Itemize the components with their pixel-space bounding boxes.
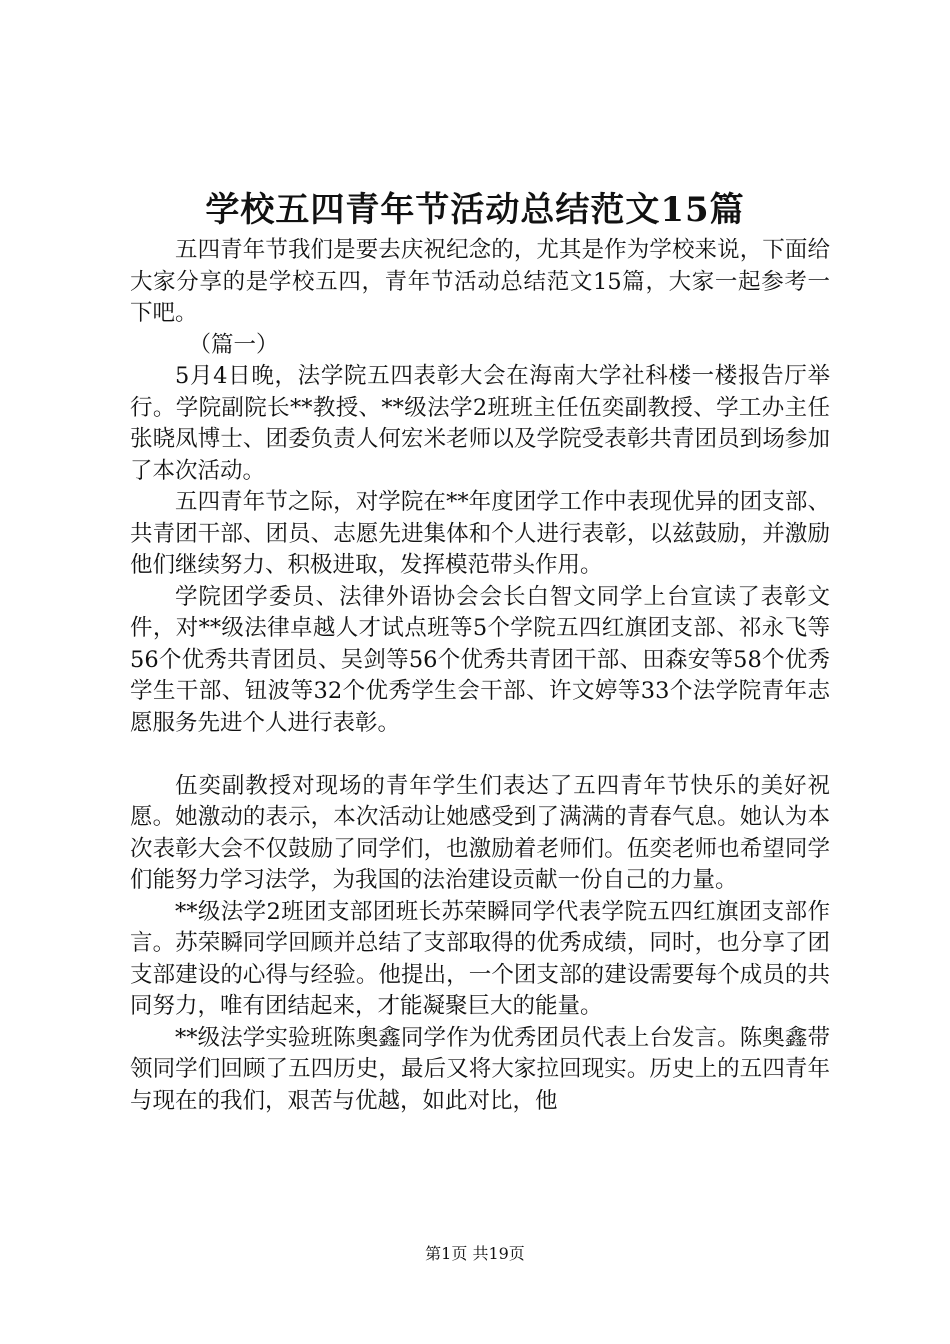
body-paragraph: 伍奕副教授对现场的青年学生们表达了五四青年节快乐的美好祝愿。她激动的表示，本次活动让她感受到了满满的青春气息。她认为本次表彰大会不仅鼓励了同学们，也激励着老师们。伍奕老师也希望同学们能努力学习法学，为我国的法治建设贡献一份自己的力量。 (130, 772, 830, 893)
document-body (130, 235, 830, 1117)
body-paragraph: 学院团学委员、法律外语协会会长白智文同学上台宣读了表彰文件，对**级法律卓越人才试点班等5个学院五四红旗团支部、祁永飞等56个优秀共青团员、吴剑等56个优秀共青团干部、田森安等58个优秀学生干部、钮波等32个优秀学生会干部、许文婷等33个法学院青年志愿服务先进个人进行表彰。 (130, 583, 830, 736)
body-paragraph: **级法学实验班陈奥鑫同学作为优秀团员代表上台发言。陈奥鑫带领同学们回顾了五四历史，最后又将大家拉回现实。历史上的五四青年与现在的我们，艰苦与优越，如此对比，他 (130, 1024, 830, 1114)
intro-paragraph: 五四青年节我们是要去庆祝纪念的，尤其是作为学校来说，下面给大家分享的是学校五四，青年节活动总结范文15篇，大家一起参考一下吧。 (130, 237, 830, 326)
page-number-footer: 第1页 共19页 (425, 1244, 525, 1263)
body-paragraph: **级法学2班团支部团班长苏荣瞬同学代表学院五四红旗团支部作言。苏荣瞬同学回顾并总结了支部取得的优秀成绩，同时，也分享了团支部建设的心得与经验。他提出，一个团支部的建设需要每个成员的共同努力，唯有团结起来，才能凝聚巨大的能量。 (130, 898, 830, 1019)
body-paragraph: 五四青年节之际，对学院在**年度团学工作中表现优异的团支部、共青团干部、团员、志愿先进集体和个人进行表彰，以兹鼓励，并激励他们继续努力、积极进取，发挥模范带头作用。 (130, 489, 830, 578)
document-title: 学校五四青年节活动总结范文15篇 (205, 190, 745, 230)
body-paragraph: 5月4日晚，法学院五四表彰大会在海南大学社科楼一楼报告厅举行。学院副院长**教授、**级法学2班班主任伍奕副教授、学工办主任张晓凤博士、团委负责人何宏米老师以及学院受表彰共青团员到场参加了本次活动。 (130, 363, 830, 484)
section-heading: （篇一） (188, 331, 279, 358)
